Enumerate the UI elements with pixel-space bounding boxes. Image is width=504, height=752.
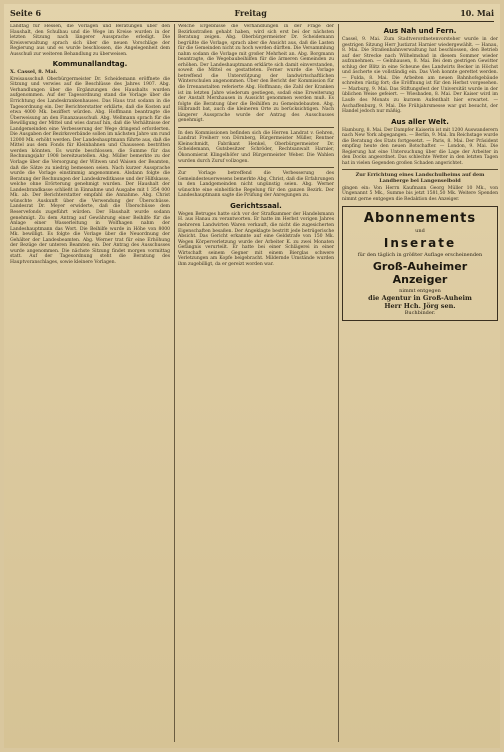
- article-body: Welche Ergebnisse die Verhandlungen in der Frage der Bezirksstraßen gehabt haben, wird sich erst bei der nächsten Beratung zeigen. Abg. Oberbürgermeister Dr. Scheidemann begrüßte die Vorlage, sprach aber die Ansicht aus, daß die Lasten für die Gemeinden nicht zu hoch werden dürften. Die Versammlung nahm sodann die Vorlage mit großer Mehrheit an. Abg. Borgmann beantragte, die Wegebaubeihilfen für die ärmeren Gemeinden zu erhöhen. Der Landeshauptmann erklärte sich damit einverstanden, soweit die Mittel es gestatteten. Ferner wurde die Vorlage betreffend die Unterstützung der landwirtschaftlichen Winterschulen angenommen. Über den Bericht der Kommission für die Irrenanstalten referierte Abg. Hoffmann; die Zahl der Kranken ist im letzten Jahre wiederum gestiegen, sodaß eine Erweiterung der Anstalt Merxhausen in Aussicht genommen werden muß. Es folgte die Beratung über die Beihilfen zu Gemeindebauten. Abg. Hilbrandt bat, auch die kleineren Orte zu berücksichtigen. Nach längerer Aussprache wurde der Antrag des Ausschusses genehmigt.: [178, 24, 334, 124]
- section-heading-aus-aller-welt: Aus aller Welt.: [391, 117, 449, 126]
- article-body: Hamburg, 8. Mai. Der Dampfer Kaiserin ist mit 1200 Auswanderern nach New York abgegangen. — Berlin, 9. Mai. Im Reichstage wurde die Beratung des Etats fortgesetzt. — Paris, 8. Mai. Der Präsident empfing heute den neuen Botschafter. — London, 9. Mai. Die Regierung hat eine Untersuchung über die Lage der Arbeiter in den Docks angeordnet. Das schlechte Wetter in den letzten Tagen hat in vielen Gegenden großen Schaden angerichtet.: [342, 127, 498, 166]
- ad-line: nimmt entgegen: [399, 288, 441, 295]
- date: 10. Mai: [460, 8, 494, 18]
- article-body: In den Kommissionen befinden sich die Herren Landrat v. Gehren, Landrat Freiherr von Dörnberg, Bürgermeister Müller, Rentner Kleinschmidt, Fabrikant Henkel, Oberbürgermeister Dr. Scheidemann, Gutsbesitzer Schröder, Rechtsanwalt Harnier, Ökonomierat Klingelhöfer und Bürgermeister Weber. Die Wahlen wurden durch Zuruf vollzogen.: [178, 130, 334, 164]
- ad-title: Abonnements: [363, 211, 477, 227]
- ad-role: Buchbinder.: [404, 310, 436, 317]
- article-body: Cassel, 9. Mai. Zum Stadtverordnetenvorsteher wurde in der gestrigen Sitzung Herr Justizrat Harnier wiedergewählt. — Hanau, 8. Mai. Die Straßenbahnverwaltung hat beschlossen, den Betrieb auf der Strecke nach Wilhelmsbad in diesem Sommer wieder aufzunehmen. — Gelnhausen, 8. Mai. Bei dem gestrigen Gewitter schlug der Blitz in eine Scheune des Landwirts Becker in Höchst und äscherte sie vollständig ein. Das Vieh konnte gerettet werden. — Fulda, 8. Mai. Die Arbeiten am neuen Bahnhofsgebäude schreiten rüstig fort; die Eröffnung ist für den Herbst vorgesehen. — Marburg, 9. Mai. Das Stiftungsfest der Universität wurde in der üblichen Weise gefeiert. — Wiesbaden, 8. Mai. Der Kaiser wird im Laufe des Monats zu kurzem Aufenthalt hier erwartet. — Aschaffenburg, 9. Mai. Die Frühjahrsmesse war gut besucht, der Handel jedoch nur mäßig.: [342, 37, 498, 115]
- divider: [342, 169, 498, 170]
- ad-paper-name: Groß-Auheimer Anzeiger: [372, 260, 468, 287]
- section-heading-aus-nah-und-fern: Aus Nah und Fern.: [383, 27, 457, 35]
- divider: [178, 167, 334, 168]
- page-number: Seite 6: [10, 8, 42, 18]
- weekday: Freitag: [234, 8, 267, 18]
- advertisement-box: [342, 206, 498, 321]
- section-heading-gerichtssaal: Gerichtssaal.: [230, 201, 282, 210]
- article-body: Kreisausschuß Oberbürgermeister Dr. Scheidemann eröffnete die Sitzung und verwies auf die Beschlüsse des Jahres 1907. Abg. Verhandlungen über die Ergänzungen des Haushalts wurden aufgenommen. Auf der Tagesordnung stand die Vorlage über die Errichtung des Landeskrankenhauses. Das Haus trat sodann in die Tagesordnung ein. Der Berichterstatter erklärte, daß die Kosten auf etwa 4000 Mk. beziffert würden. Abg. Hoffmann beantragte die Überweisung an den Finanzausschuß. Abg. Wellmann sprach für die Bewilligung der Mittel und wies darauf hin, daß die Verhältnisse der Landgemeinden eine Verbesserung der Wege dringend erforderten. Die Ausgaben der Bezirksverbände sollen im nächsten Jahre um rund 12000 Mk. erhöht werden. Der Landeshauptmann führte aus, daß die Mittel aus dem Fonds für Kleinbahnen und Chausseen bestritten werden könnten. Es wurde beschlossen, die Summe für das Rechnungsjahr 1908 bereitzustellen. Abg. Müller bemerkte zu der Vorlage über die Versorgung der Witwen und Waisen der Beamten, daß die Sätze zu niedrig bemessen seien. Nach kurzer Aussprache wurde die Vorlage einstimmig angenommen. Alsdann folgte die Beratung der Rechnungen der Landeskreditkasse und der Hilfskasse, welche ohne Erörterung genehmigt wurden. Der Haushalt der Landesbrandkasse schließt in Einnahme und Ausgabe mit 1 354 000 Mk. ab. Der Berichterstatter empfahl die Annahme. Abg. Christ wünschte Auskunft über die Verwendung der Überschüsse. Landesrat Dr. Meyer erwiderte, daß die Überschüsse dem Reservefonds zugeführt würden. Der Haushalt wurde sodann genehmigt. Zu dem Antrag auf Gewährung einer Beihilfe für die Anlage einer Wasserleitung in Wolfhagen nahm der Landeshauptmann das Wort. Die Beihilfe wurde in Höhe von 8000 Mk. bewilligt. Es folgte die Vorlage über die Neuordnung der Gehälter der Landesbeamten. Abg. Werner trat für eine Erhöhung der Bezüge der unteren Beamten ein. Der Antrag des Ausschusses wurde angenommen. Die nächste Sitzung findet morgen vormittag statt. Auf der Tagesordnung steht die Beratung des Hauptvoranschlages, sowie kleinere Vorlagen.: [10, 76, 170, 265]
- column-2: [174, 24, 334, 742]
- ad-agency: die Agentur in Groß-Auheim: [368, 294, 472, 303]
- newspaper-page: [4, 4, 500, 748]
- ad-agent: Herr Hch. Jörg sen.: [384, 302, 456, 311]
- divider: [178, 127, 334, 128]
- ad-line: und: [415, 228, 425, 235]
- columns: [10, 24, 498, 742]
- donation-heading: Zur Errichtung eines Landschulheims auf dem Landberge bei Langenselbold: [355, 172, 485, 185]
- column-1: [10, 24, 170, 742]
- article-body: Zur Vorlage betreffend die Verbesserung des Gemeindesteuerwesens bemerkte Abg. Christ, daß die Erfahrungen in den Landgemeinden nicht ungünstig seien. Abg. Werner wünschte eine einheitliche Regelung für den ganzen Bezirk. Der Landeshauptmann sagte die Prüfung der Anregungen zu.: [178, 171, 334, 199]
- ad-title-2: Inserate: [383, 236, 457, 251]
- column-3: [338, 24, 498, 742]
- page-header: [10, 8, 494, 22]
- ad-line: für den täglich in größter Auflage erscheinenden: [357, 252, 483, 259]
- dateline: X. Cassel, 8. Mai.: [10, 69, 58, 76]
- intro-text: Landtag für Hessen, die Vorlagen und Beratungen über den Haushalt, den Schulbau und die Wege im Kreise wurden in der letzten Sitzung nach längerer Aussprache erledigt. Die Kreisverwaltung sprach sich über die neuen Vorschläge der Regierung aus und es wurde beschlossen, die Angelegenheit dem Ausschuß zur weiteren Behandlung zu überweisen.: [10, 24, 170, 57]
- section-heading-kommunallandtag: Kommunallandtag.: [52, 60, 128, 69]
- article-body: Wegen Betruges hatte sich vor der Strafkammer der Handelsmann H. aus Hanau zu verantworten. Er hatte im Herbst vorigen Jahres mehreren Landwirten Waren verkauft, die nicht die zugesicherten Eigenschaften besaßen. Der Angeklagte bestritt jede betrügerische Absicht. Das Gericht erkannte auf eine Geldstrafe von 150 Mk. Wegen Körperverletzung wurde der Arbeiter K. zu zwei Monaten Gefängnis verurteilt. Er hatte bei einer Schlägerei in einer Wirtschaft seinem Gegner mit einem Bierglas schwere Verletzungen am Kopfe beigebracht. Mildernde Umstände wurden ihm zugebilligt, da er gereizt worden war.: [178, 211, 334, 267]
- donation-body: gingen ein: Von Herrn Kaufmann Georg Müller 10 Mk., von Ungenannt 5 Mk., Summe bis jetzt 1581,50 Mk. Weitere Spenden nimmt gerne entgegen die Redaktion des Anzeiger.: [342, 185, 498, 202]
